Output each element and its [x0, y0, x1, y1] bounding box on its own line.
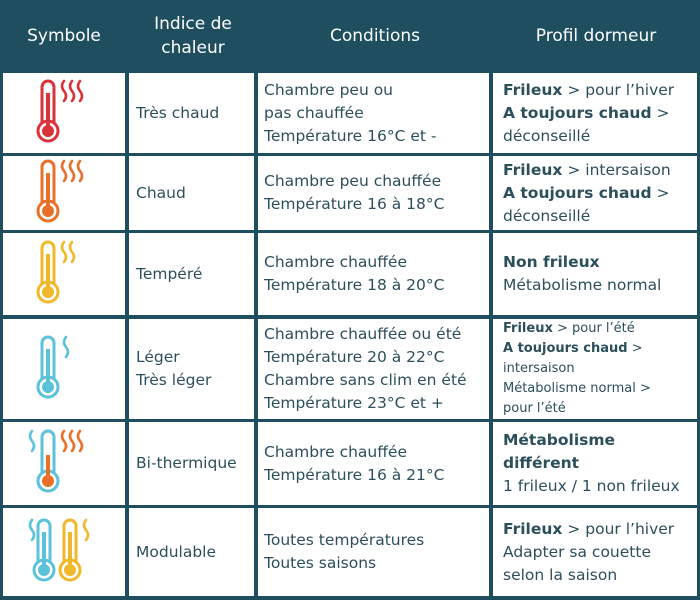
- profil-cell: [493, 156, 697, 230]
- indice-label: Tempéré: [136, 264, 203, 283]
- profil-bold-text: Frileux: [503, 80, 563, 99]
- profil-line: [503, 518, 674, 541]
- conditions-cell: [258, 319, 489, 419]
- conditions-cell: [258, 422, 489, 505]
- profil-line: [503, 475, 680, 498]
- indice-label: Chaud: [136, 183, 186, 202]
- indice-label: Léger: [136, 348, 180, 366]
- profil-text: > pour l’hiver: [562, 519, 675, 538]
- thermometer-bi-thermal-icon: [28, 425, 100, 502]
- header-profil: Profil dormeur: [535, 26, 657, 46]
- indice-label: Modulable: [136, 542, 217, 561]
- profil-line: [503, 274, 661, 297]
- two-thermometers-icon: [28, 514, 100, 591]
- conditions-line: Température 16 à 21°C: [264, 465, 445, 484]
- profil-text: intersaison: [503, 361, 575, 376]
- profil-line: [503, 205, 671, 228]
- table-row: [0, 233, 700, 315]
- indice-cell: [129, 233, 254, 315]
- profil-text: >: [651, 103, 670, 122]
- indice-cell: [129, 422, 254, 505]
- profil-text: pour l’été: [503, 401, 566, 416]
- conditions-line: Température 16°C et -: [264, 126, 437, 145]
- profil-line: [503, 379, 651, 399]
- indice-label: Très léger: [136, 371, 212, 389]
- header-conditions: Conditions: [330, 26, 420, 46]
- profil-text: déconseillé: [503, 206, 591, 225]
- conditions-line: Température 23°C et +: [264, 394, 444, 412]
- conditions-line: Chambre chauffée ou été: [264, 325, 462, 343]
- symbole-cell: [3, 319, 125, 419]
- profil-cell: [493, 319, 697, 419]
- symbole-cell: [3, 422, 125, 505]
- profil-text: >: [651, 183, 670, 202]
- conditions-line: Chambre chauffée: [264, 442, 407, 461]
- conditions-line: Température 16 à 18°C: [264, 195, 445, 213]
- profil-line: [503, 102, 674, 125]
- symbole-cell: [3, 156, 125, 230]
- profil-text: > pour l’hiver: [562, 80, 675, 99]
- symbole-cell: [3, 73, 125, 153]
- header-symbole: Symbole: [27, 26, 101, 46]
- profil-bold-text: différent: [503, 454, 580, 472]
- profil-line: [503, 251, 661, 274]
- profil-bold-text: Frileux: [503, 321, 553, 336]
- indice-cell: [129, 319, 254, 419]
- profil-text: > pour l’été: [552, 321, 635, 336]
- symbole-cell: [3, 233, 125, 315]
- thermometer-blue-heat-icon: [28, 331, 100, 408]
- indice-cell: [129, 73, 254, 153]
- profil-text: selon la saison: [503, 565, 618, 584]
- symbole-cell: [3, 508, 125, 596]
- indice-cell: [129, 156, 254, 230]
- indice-label: Bi-thermique: [136, 454, 237, 472]
- table-row: [0, 508, 700, 596]
- profil-bold-text: Frileux: [503, 519, 563, 538]
- profil-bold-text: Frileux: [503, 160, 563, 179]
- indice-label: Très chaud: [136, 103, 220, 122]
- profil-line: [503, 429, 680, 452]
- profil-line: [503, 399, 651, 419]
- table-row: [0, 156, 700, 230]
- conditions-line: Chambre chauffée: [264, 253, 407, 271]
- profil-text: Adapter sa couette: [503, 542, 651, 561]
- thermometer-orange-heat-icon: [28, 155, 100, 232]
- conditions-line: pas chauffée: [264, 103, 364, 122]
- conditions-line: Toutes températures: [264, 531, 425, 549]
- profil-line: [503, 79, 674, 102]
- profil-text: Métabolisme normal: [503, 276, 662, 294]
- table-row: [0, 319, 700, 419]
- conditions-line: Chambre sans clim en été: [264, 371, 467, 389]
- profil-cell: [493, 422, 697, 505]
- table-row: [0, 422, 700, 505]
- profil-bold-text: A toujours chaud: [503, 341, 628, 356]
- conditions-cell: [258, 508, 489, 596]
- profil-cell: [493, 73, 697, 153]
- profil-line: [503, 564, 674, 587]
- indice-cell: [129, 508, 254, 596]
- conditions-line: Chambre peu ou: [264, 80, 394, 99]
- conditions-cell: [258, 233, 489, 315]
- thermometer-red-heat-icon: [28, 75, 100, 152]
- header-indice: Indice de chaleur: [154, 14, 232, 58]
- profil-text: Métabolisme normal >: [503, 381, 651, 396]
- table-header: [0, 0, 700, 72]
- conditions-line: Température 20 à 22°C: [264, 348, 445, 366]
- profil-text: >: [627, 341, 643, 356]
- profil-text: 1 frileux / 1 non frileux: [503, 477, 680, 495]
- profil-text: déconseillé: [503, 126, 591, 145]
- profil-cell: [493, 508, 697, 596]
- profil-line: [503, 125, 674, 148]
- profil-bold-text: A toujours chaud: [503, 103, 652, 122]
- profil-line: [503, 452, 680, 475]
- conditions-cell: [258, 73, 489, 153]
- profil-line: [503, 541, 674, 564]
- profil-line: [503, 359, 651, 379]
- thermometer-yellow-heat-icon: [28, 236, 100, 313]
- profil-line: [503, 159, 671, 182]
- conditions-cell: [258, 156, 489, 230]
- profil-line: [503, 182, 671, 205]
- conditions-line: Chambre peu chauffée: [264, 172, 442, 190]
- profil-bold-text: Non frileux: [503, 253, 600, 271]
- table-row: [0, 73, 700, 153]
- profil-text: > intersaison: [562, 160, 671, 179]
- conditions-line: Température 18 à 20°C: [264, 276, 445, 294]
- profil-cell: [493, 233, 697, 315]
- conditions-line: Toutes saisons: [264, 554, 377, 572]
- profil-bold-text: A toujours chaud: [503, 183, 652, 202]
- profil-bold-text: Métabolisme: [503, 431, 616, 449]
- profil-line: [503, 319, 651, 339]
- profil-line: [503, 339, 651, 359]
